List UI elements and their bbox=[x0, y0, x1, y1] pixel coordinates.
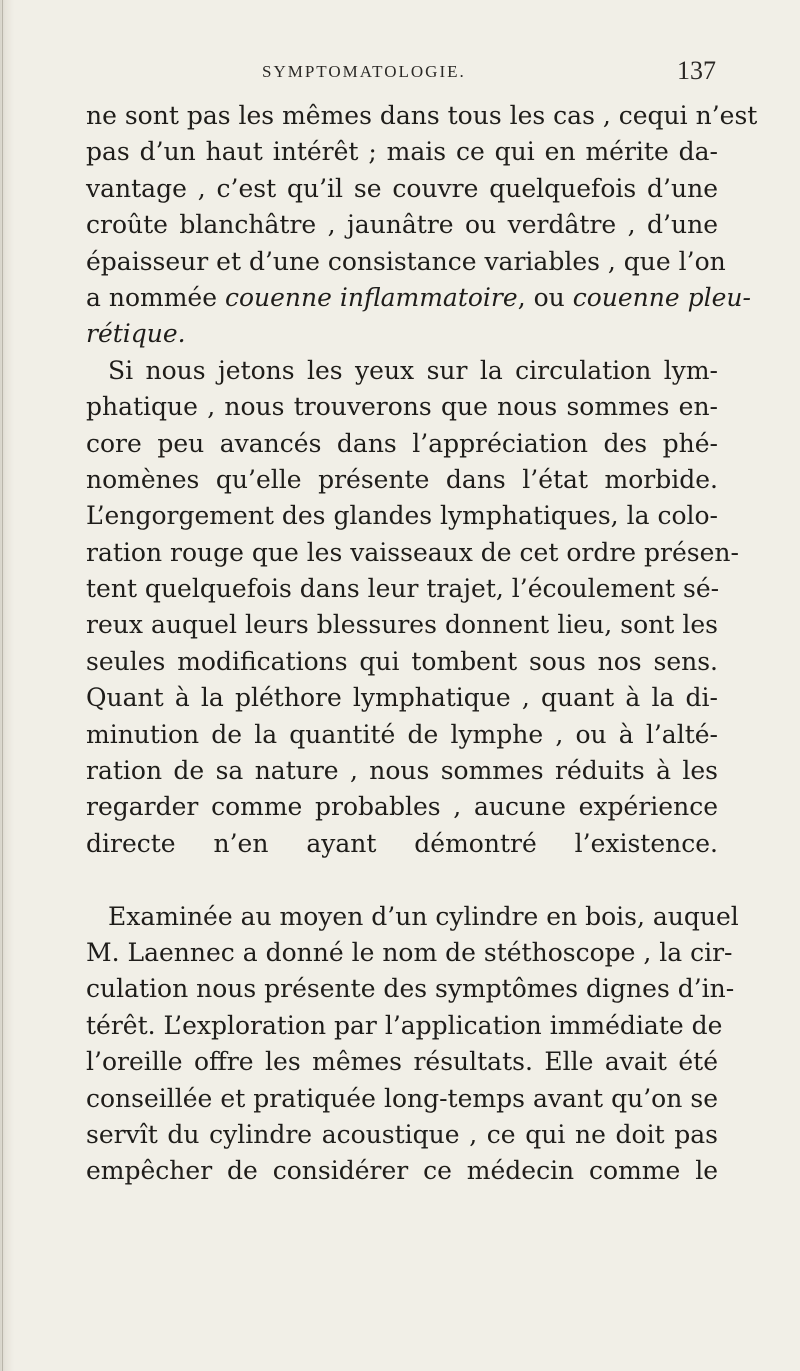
text-line: regarder comme probables , aucune expérience bbox=[86, 792, 718, 822]
text-line: phatique , nous trouverons que nous sommes en- bbox=[86, 392, 718, 422]
text-line: minution de la quantité de lymphe , ou à l’alté- bbox=[86, 719, 718, 749]
text-line: ne sont pas les mêmes dans tous les cas , cequi n’est bbox=[86, 101, 758, 130]
text-line bbox=[86, 280, 751, 316]
page-number: 137 bbox=[677, 56, 716, 85]
text-line: l’oreille offre les mêmes résultats. Elle avait été bbox=[86, 1047, 718, 1077]
text-line: ration rouge que les vaisseaux de cet ordre présen- bbox=[86, 537, 739, 567]
text-line: térêt. L’exploration par l’application immédiate de bbox=[86, 1010, 723, 1040]
text-line: L’engorgement des glandes lymphatiques, la colo- bbox=[86, 501, 718, 531]
text-line: épaisseur et d’une consistance variables , que l’on bbox=[86, 246, 726, 276]
text-line: servît du cylindre acoustique , ce qui ne doit pas bbox=[86, 1119, 718, 1149]
text-line: core peu avancés dans l’appréciation des phé- bbox=[86, 428, 718, 458]
text-line: nomènes qu’elle présente dans l’état morbide. bbox=[86, 464, 718, 494]
text-fragment: , ou bbox=[517, 282, 573, 312]
page-binding-edge bbox=[0, 0, 14, 1371]
italic-term: couenne pleu- bbox=[572, 282, 751, 312]
italic-term: couenne inflammatoire bbox=[224, 282, 518, 312]
page-header bbox=[86, 56, 716, 90]
text-line: croûte blanchâtre , jaunâtre ou verdâtre , d’une bbox=[86, 210, 718, 240]
text-line: pas d’un haut intérêt ; mais ce qui en mérite da- bbox=[86, 137, 718, 167]
italic-term: rétique. bbox=[86, 319, 186, 349]
text-line: Quant à la pléthore lymphatique , quant à la di- bbox=[86, 683, 718, 713]
text-line: seules modifications qui tombent sous nos sens. bbox=[86, 646, 718, 676]
text-line bbox=[86, 316, 718, 352]
text-line: tent quelquefois dans leur trajet, l’écoulement sé- bbox=[86, 574, 720, 604]
text-line: directe n’en ayant démontré l’existence. bbox=[86, 828, 718, 858]
text-line: conseillée et pratiquée long-temps avant qu’on se bbox=[86, 1083, 718, 1113]
running-head: SYMPTOMATOLOGIE. bbox=[262, 62, 466, 81]
text-fragment: a nommée bbox=[86, 282, 225, 312]
text-line bbox=[86, 862, 718, 898]
paragraph-first-line: Si nous jetons les yeux sur la circulation lym- bbox=[108, 355, 718, 385]
body-text bbox=[86, 98, 758, 1190]
paragraph-first-line: Examinée au moyen d’un cylindre en bois, auquel bbox=[108, 901, 739, 931]
text-line: ration de sa nature , nous sommes réduits à les bbox=[86, 756, 718, 786]
text-line: empêcher de considérer ce médecin comme le bbox=[86, 1156, 718, 1186]
text-line: culation nous présente des symptômes dignes d’in- bbox=[86, 974, 735, 1004]
text-line: vantage , c’est qu’il se couvre quelquefois d’une bbox=[86, 173, 718, 203]
text-line: reux auquel leurs blessures donnent lieu, sont les bbox=[86, 610, 718, 640]
text-line: M. Laennec a donné le nom de stéthoscope , la cir- bbox=[86, 937, 733, 967]
